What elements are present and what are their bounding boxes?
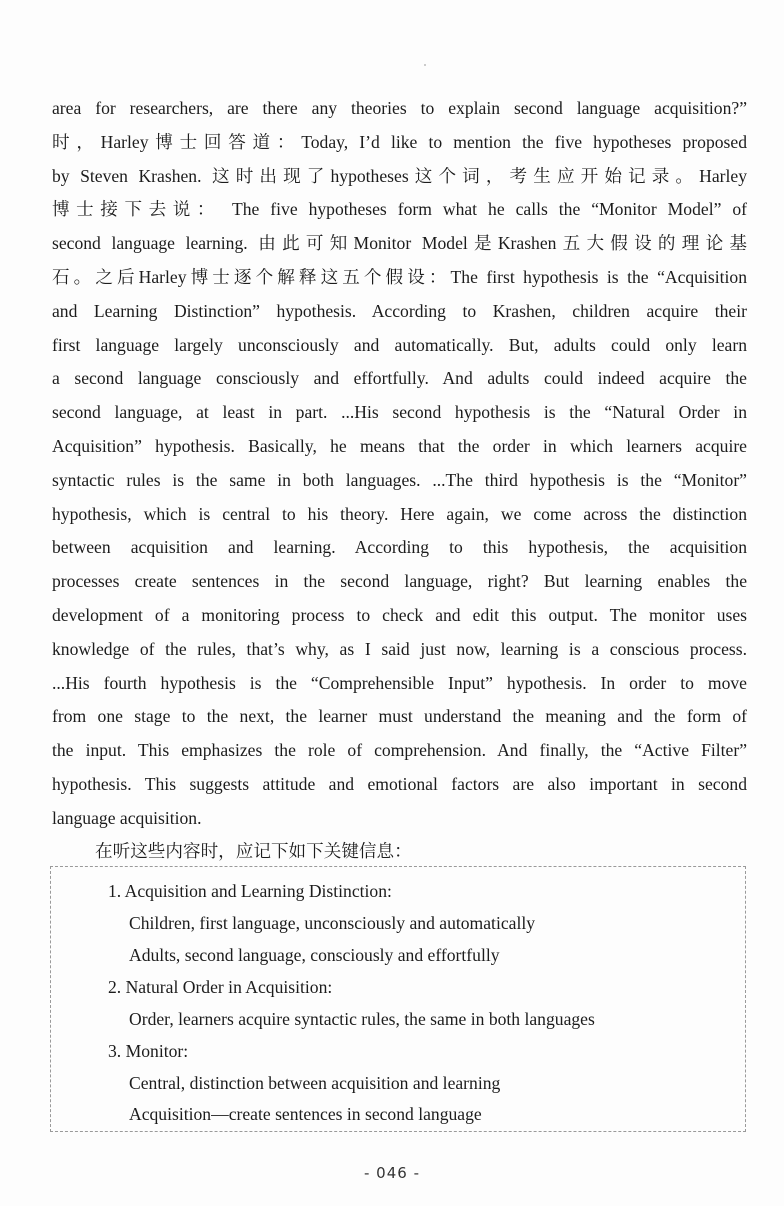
note-item-title: 1. Acquisition and Learning Distinction: [108,881,392,901]
body-line: hypothesis. This suggests attitude and emotional factors are also important in second [52,773,747,794]
note-item-detail: Order, learners acquire syntactic rules, the same in both languages [129,1009,595,1029]
body-line: a second language consciously and effortfully. And adults could indeed acquire the [52,368,747,389]
body-line: language acquisition. [52,807,202,828]
key-notes-box [50,866,746,1132]
body-line: by Steven Krashen. 这时出现了hypotheses这个词，考生应开始记录。Harley [52,165,747,186]
body-line: hypothesis, which is central to his theory. Here again, we come across the distinction [52,503,747,524]
body-line: syntactic rules is the same in both languages. ...The third hypothesis is the “Monitor” [52,469,747,490]
note-item-detail: Acquisition—create sentences in second language [129,1104,482,1124]
body-line: 博士接下去说： The five hypotheses form what he calls the “Monitor Model” of [52,199,747,220]
body-line: area for researchers, are there any theories to explain second language acquisition?” [52,98,747,118]
body-paragraph [52,92,747,836]
body-line: and Learning Distinction” hypothesis. According to Krashen, children acquire their [52,300,747,321]
body-line: second language learning. 由此可知Monitor Model是Krashen五大假设的理论基 [52,233,747,254]
note-item-title: 3. Monitor: [108,1041,189,1061]
body-line: knowledge of the rules, that’s why, as I said just now, learning is a conscious process. [52,638,747,659]
note-item-detail: Children, first language, unconsciously and automatically [129,913,536,933]
page-number: - 046 - [364,1164,420,1182]
body-line: from one stage to the next, the learner must understand the meaning and the form of [52,706,747,727]
body-line: Acquisition” hypothesis. Basically, he means that the order in which learners acquire [52,435,747,456]
body-line: processes create sentences in the second language, right? But learning enables the [52,571,747,592]
body-line: second language, at least in part. ...His second hypothesis is the “Natural Order in [52,402,747,423]
notes-intro: 在听这些内容时，应记下如下关键信息： [95,841,412,861]
body-line: 时，Harley博士回答道：Today, I’d like to mention the five hypotheses proposed [52,131,747,152]
note-item-detail: Central, distinction between acquisition and learning [129,1073,501,1093]
note-item-detail: Adults, second language, consciously and effortfully [129,945,500,965]
body-line: ...His fourth hypothesis is the “Comprehensible Input” hypothesis. In order to move [52,672,747,693]
scan-speck [424,64,426,66]
body-line: 石。之后Harley博士逐个解释这五个假设：The first hypothesis is the “Acquisition [52,266,747,287]
body-line: development of a monitoring process to check and edit this output. The monitor uses [52,604,747,625]
body-line: the input. This emphasizes the role of comprehension. And finally, the “Active Filter” [52,740,747,761]
body-line: between acquisition and learning. According to this hypothesis, the acquisition [52,537,747,558]
body-line: first language largely unconsciously and automatically. But, adults could only learn [52,334,747,355]
note-item-title: 2. Natural Order in Acquisition: [108,977,333,997]
